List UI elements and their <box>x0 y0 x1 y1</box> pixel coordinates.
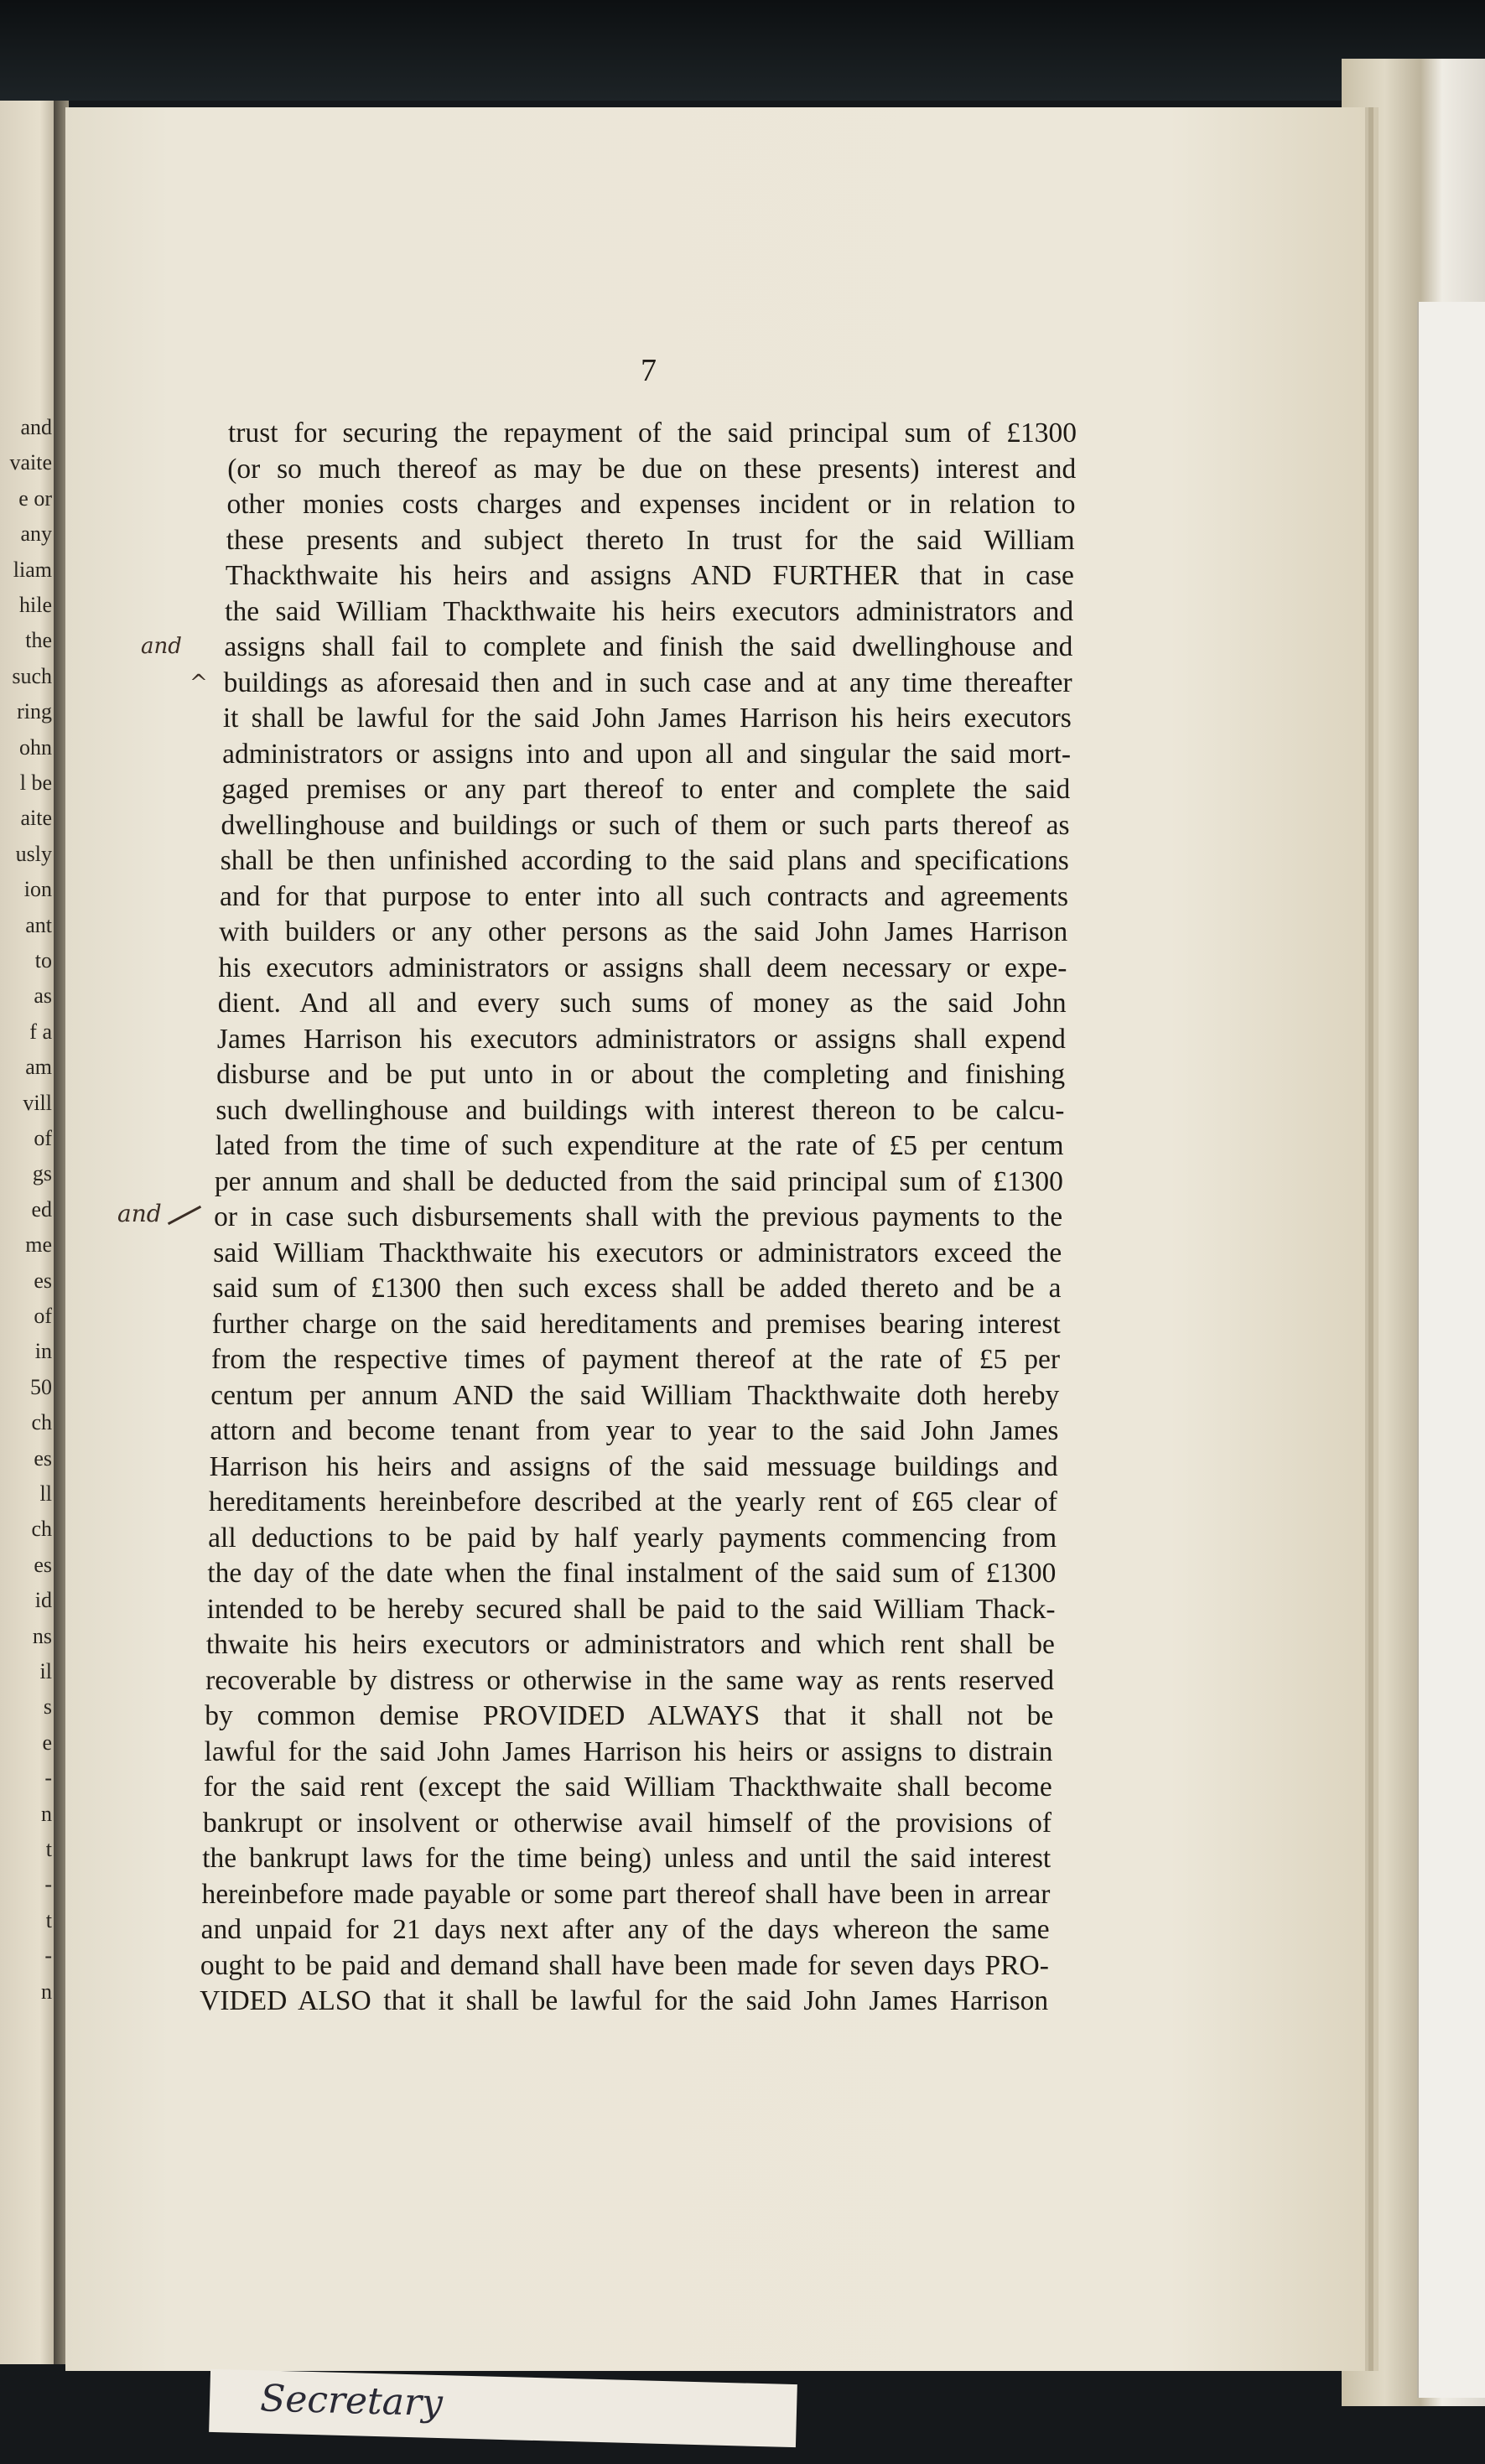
facing-page-text-fragment: am <box>25 1055 52 1080</box>
facing-page-text-fragment: aite <box>20 806 52 831</box>
text-line: and unpaid for 21 days next after any of the days whereon the same <box>200 1914 1050 1945</box>
facing-page-text-fragment: as <box>34 983 52 1009</box>
facing-page-text-fragment: ring <box>17 699 52 724</box>
text-line: further charge on the said hereditaments and premises bearing interest <box>211 1308 1061 1340</box>
facing-page-text-fragment: of <box>34 1304 52 1328</box>
facing-page-text-fragment: ed <box>31 1196 52 1222</box>
text-line: gaged premises or any part thereof to enter and complete the said <box>221 774 1071 805</box>
text-line: with builders or any other persons as the said John James Harrison <box>219 916 1068 947</box>
handwritten-margin-note: and <box>117 1200 162 1227</box>
text-line: assigns shall fail to complete and finish the said dwellinghouse and <box>224 631 1073 662</box>
text-line: bankrupt or insolvent or otherwise avail himself of the provisions of <box>202 1807 1051 1839</box>
facing-page-text-fragment: n <box>41 1801 52 1826</box>
text-line: trust for securing the repayment of the said principal sum of £1300 <box>228 418 1077 449</box>
facing-page-text-fragment: such <box>12 663 52 688</box>
text-line: dient. And all and every such sums of money as the said John <box>217 988 1067 1019</box>
paper-slip <box>209 2369 797 2447</box>
handwritten-insertion: and <box>141 634 182 659</box>
facing-page-text-fragment: to <box>34 948 52 973</box>
text-line: these presents and subject thereto In trust for the said William <box>226 524 1075 556</box>
text-line: for the said rent (except the said William Thackthwaite shall become <box>203 1771 1052 1803</box>
facing-page-text-fragment: vaite <box>9 450 52 475</box>
page-number: 7 <box>641 353 657 388</box>
facing-page-text-fragment: t <box>45 1907 52 1932</box>
facing-page-text-fragment: ion <box>23 877 52 902</box>
facing-page-text-fragment: 50 <box>30 1374 52 1399</box>
text-line: (or so much thereof as may be due on these presents) interest and <box>227 453 1077 485</box>
text-line: Harrison his heirs and assigns of the said messuage buildings and <box>209 1450 1058 1482</box>
facing-page-text-fragment: es <box>34 1552 52 1577</box>
facing-page-text-fragment: es <box>34 1268 52 1293</box>
facing-page-text-fragment: e or <box>18 485 52 511</box>
text-line: intended to be hereby secured shall be paid to the said William Thack- <box>206 1593 1056 1625</box>
body-text <box>200 416 1077 2020</box>
text-line: attorn and become tenant from year to year to the said John James <box>210 1415 1059 1446</box>
facing-page-text-fragment: ch <box>31 1410 52 1435</box>
facing-page-edge <box>0 101 57 2364</box>
facing-page-text-fragment: liam <box>13 557 52 582</box>
text-line: the bankrupt laws for the time being) unless and until the said interest <box>202 1843 1051 1874</box>
text-line: and for that purpose to enter into all such contracts and agreements <box>220 880 1068 912</box>
text-line: lated from the time of such expenditure at the rate of £5 per centum <box>215 1130 1064 1161</box>
text-line: VIDED ALSO that it shall be lawful for the said John James Harrison <box>200 1985 1049 2016</box>
facing-page-text-fragment: id <box>34 1588 52 1613</box>
facing-page-text-fragment: e <box>42 1730 52 1755</box>
background-top <box>0 0 1485 101</box>
facing-page-text-fragment: usly <box>15 841 52 866</box>
text-line: hereditaments hereinbefore described at the yearly rent of £65 clear of <box>208 1486 1057 1517</box>
text-line: the said William Thackthwaite his heirs executors administrators and <box>225 595 1074 627</box>
insertion-caret: ^ <box>190 671 208 696</box>
facing-page-text-fragment: gs <box>32 1161 52 1186</box>
facing-page-text-fragment: the <box>25 628 52 653</box>
text-line: such dwellinghouse and buildings with interest thereon to be calcu- <box>215 1094 1065 1126</box>
facing-page-text-fragment: s <box>43 1694 52 1720</box>
inserted-sheet <box>1417 302 1485 2398</box>
text-line: disburse and be put unto in or about the completing and finishing <box>216 1059 1066 1090</box>
facing-page-text-fragment: vill <box>23 1090 52 1115</box>
text-line: it shall be lawful for the said John James Harrison his heirs executors <box>222 703 1072 734</box>
facing-page-text-fragment: ohn <box>19 734 52 760</box>
text-line: lawful for the said John James Harrison his heirs or assigns to distrain <box>204 1735 1053 1767</box>
text-line: or in case such disbursements shall with the previous payments to the <box>214 1201 1063 1232</box>
text-line: the day of the date when the final instalment of the said sum of £1300 <box>207 1558 1057 1589</box>
handwritten-signature-text: Secretary <box>259 2377 444 2425</box>
text-line: administrators or assigns into and upon all and singular the said mort- <box>222 738 1072 770</box>
facing-page-text-fragment: es <box>34 1445 52 1471</box>
text-line: per annum and shall be deducted from the said principal sum of £1300 <box>214 1165 1063 1197</box>
facing-page-text-fragment: il <box>39 1659 52 1683</box>
facing-page-text-fragment: - <box>44 1766 52 1791</box>
text-line: said William Thackthwaite his executors or administrators exceed the <box>213 1237 1062 1268</box>
facing-page-text-fragment: hile <box>19 593 52 617</box>
facing-page-text-fragment: and <box>20 415 52 439</box>
text-line: Thackthwaite his heirs and assigns AND FURTHER that in case <box>225 560 1074 591</box>
facing-page-text-fragment: ll <box>39 1481 52 1506</box>
text-line: hereinbefore made payable or some part thereof shall have been in arrear <box>201 1878 1051 1910</box>
facing-page-text-fragment: me <box>25 1232 52 1258</box>
text-line: all deductions to be paid by half yearly payments commencing from <box>208 1522 1057 1554</box>
text-line: said sum of £1300 then such excess shall be added thereto and be a <box>212 1273 1062 1304</box>
facing-page-text-fragment: t <box>45 1837 52 1861</box>
text-line: James Harrison his executors administrators or assigns shall expend <box>216 1023 1066 1055</box>
text-line: shall be then unfinished according to the said plans and specifications <box>220 845 1069 876</box>
text-line: his executors administrators or assigns shall deem necessary or expe- <box>218 952 1067 983</box>
facing-page-text-fragment: ns <box>32 1623 52 1648</box>
facing-page-text-fragment: f a <box>29 1019 52 1044</box>
facing-page-text-fragment: ant <box>25 912 52 937</box>
text-line: ought to be paid and demand shall have been made for seven days PRO- <box>200 1949 1049 1981</box>
text-line: by common demise PROVIDED ALWAYS that it shall not be <box>205 1700 1054 1731</box>
text-line: recoverable by distress or otherwise in the same way as rents reserved <box>205 1664 1055 1696</box>
facing-page-text-fragment: l be <box>19 770 52 795</box>
facing-page-text-fragment: n <box>41 1979 52 2004</box>
text-line: from the respective times of payment thereof at the rate of £5 per <box>210 1344 1060 1375</box>
text-line: dwellinghouse and buildings or such of them or such parts thereof as <box>221 809 1070 841</box>
facing-page-text-fragment: ch <box>31 1517 52 1542</box>
text-line: buildings as aforesaid then and in such case and at any time thereafter <box>223 667 1072 698</box>
facing-page-text-fragment: any <box>20 521 52 547</box>
text-line: other monies costs charges and expenses incident or in relation to <box>226 489 1076 520</box>
facing-page-text-fragment: - <box>44 1872 52 1897</box>
facing-page-text-fragment: - <box>44 1943 52 1969</box>
text-line: centum per annum AND the said William Thackthwaite doth hereby <box>210 1379 1060 1411</box>
text-line: thwaite his heirs executors or administrators and which rent shall be <box>205 1629 1055 1660</box>
facing-page-text-fragment: of <box>34 1126 52 1150</box>
facing-page-text-fragment: in <box>34 1339 52 1364</box>
